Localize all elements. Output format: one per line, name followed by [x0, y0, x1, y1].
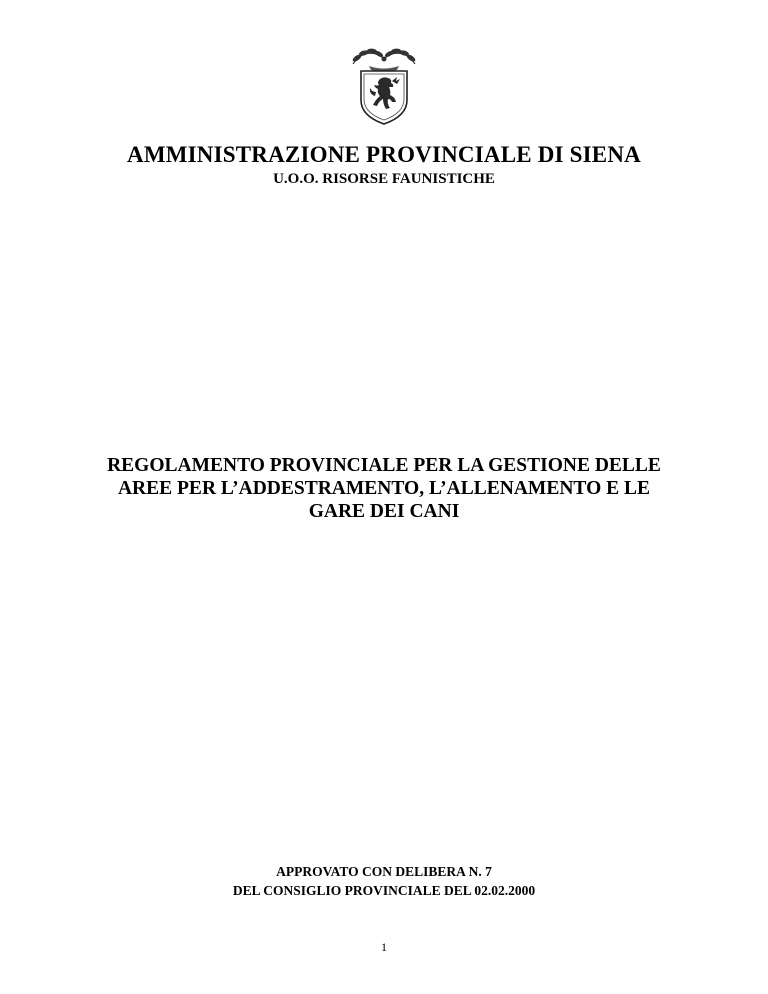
document-title-line: REGOLAMENTO PROVINCIALE PER LA GESTIONE DELLE: [107, 455, 661, 476]
department-subtitle: U.O.O. RISORSE FAUNISTICHE: [273, 171, 495, 187]
approval-line: DEL CONSIGLIO PROVINCIALE DEL 02.02.2000: [232, 883, 536, 898]
approval-note: [0, 862, 768, 900]
organization-title: AMMINISTRAZIONE PROVINCIALE DI SIENA: [127, 142, 641, 167]
document-title: [0, 454, 768, 523]
document-title-line: AREE PER L’ADDESTRAMENTO, L’ALLENAMENTO E LE: [117, 478, 651, 499]
province-crest-icon: [339, 44, 429, 126]
page-number: 1: [381, 940, 387, 954]
document-title-line: GARE DEI CANI: [308, 501, 460, 522]
approval-line: APPROVATO CON DELIBERA N. 7: [276, 864, 492, 879]
